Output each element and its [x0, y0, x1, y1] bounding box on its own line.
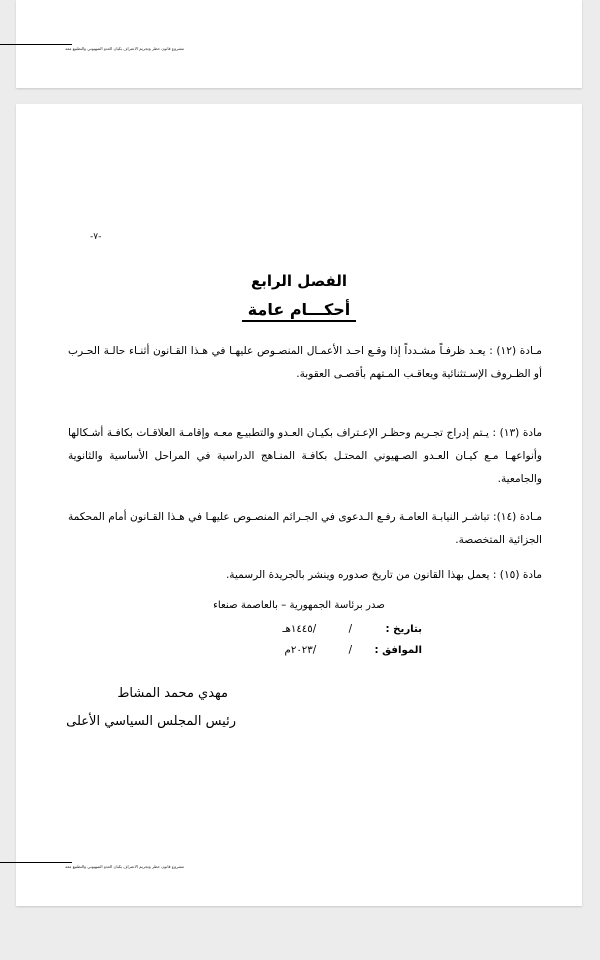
article-15: مادة (١٥) : يعمل بهذا القانون من تاريخ صدوره وينشر بالجريدة الرسمية.: [225, 569, 542, 581]
hijri-date-value: / /١٤٤٥هـ: [282, 624, 352, 635]
article-13: مادة (١٣) : يـتم إدراج تجـريم وحظـر الإعـتراف بكيـان العـدو والتطبيـع معـه وإقامـة العلاقـات بكافـة أشـكالها وأنواعهـا مـع كيـان العـدو الصـهيوني المحتـل بكافـة المنـاهج الدراسية في المراحل الأساسية والثانوية والجامعية.: [68, 427, 542, 485]
hijri-date-label: بتاريخ :: [385, 624, 422, 635]
article-14: مـادة (١٤): تباشـر النيابـة العامـة رفـع الـدعوى في الجـرائم المنصـوص عليهـا في هـذا القـانون أمام المحكمة الجزائية المتخصصة.: [68, 511, 542, 546]
signatory-name: مهدي محمد المشاط: [117, 686, 228, 701]
page-number: -٧-: [90, 232, 102, 242]
previous-page-fragment: [16, 0, 582, 88]
footer-running-text: مشروع قانون حظر وتجريم الاعتراف بكيان العدو الصهيوني والتطبيع معه: [65, 864, 184, 869]
footer-rule: [0, 44, 72, 45]
gregorian-date-label: الموافق :: [374, 645, 422, 656]
chapter-subtitle: [16, 300, 582, 319]
chapter-subtitle-text: أحكـــام عامة: [242, 300, 357, 322]
gregorian-date-row: [162, 645, 422, 656]
footer-rule: [0, 862, 72, 863]
article-12: مـادة (١٢) : يعـد ظرفـاً مشـدداً إذا وقـع احـد الأعمـال المنصـوص عليهـا في هـذا القـانون أثنـاء حالـة الحـرب أو الظـروف الإسـتثنائية ويعاقـب المـتهم بأقصـى العقوبة.: [68, 345, 542, 380]
signatory-title: رئيس المجلس السياسي الأعلى: [66, 714, 236, 729]
hijri-date-row: [162, 624, 422, 635]
footer-running-text: مشروع قانون حظر وتجريم الاعتراف بكيان العدو الصهيوني والتطبيع معه: [65, 46, 184, 51]
document-page: [16, 104, 582, 906]
decree-issued-line: صدر برئاسة الجمهورية – بالعاصمة صنعاء: [213, 600, 385, 611]
chapter-title: الفصل الرابع: [250, 272, 348, 290]
gregorian-date-value: / /٢٠٢٣م: [284, 645, 352, 656]
